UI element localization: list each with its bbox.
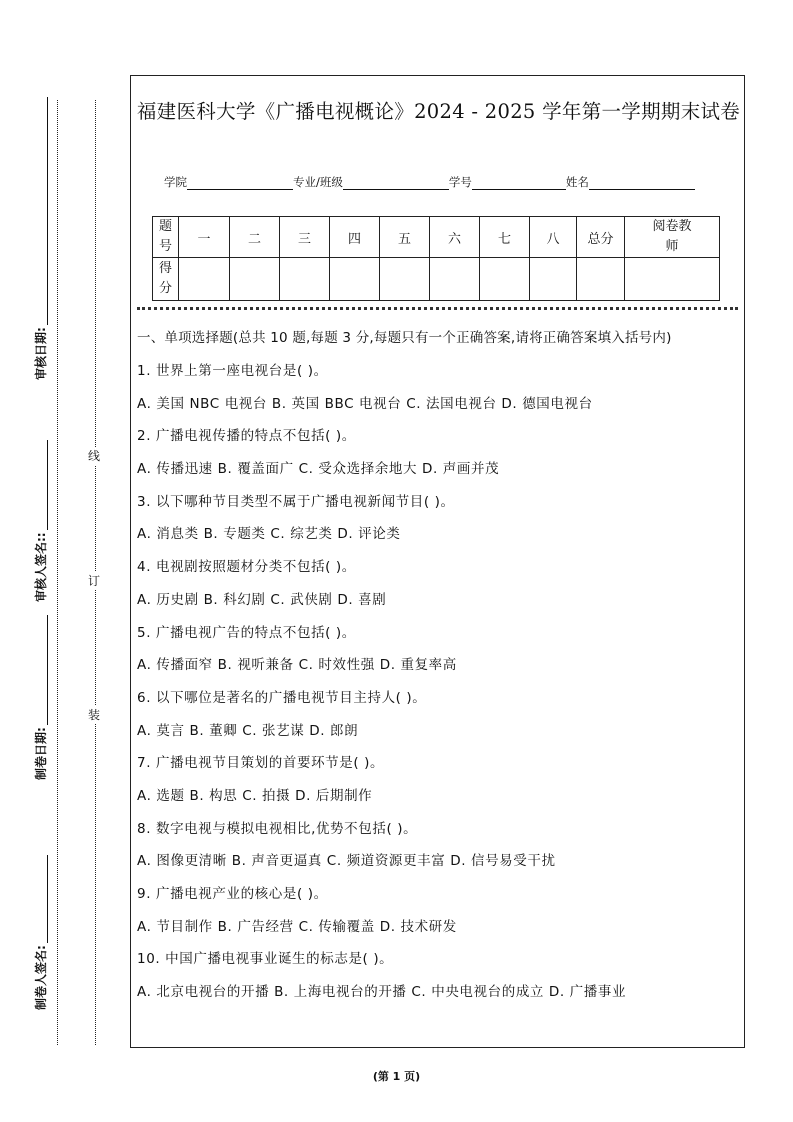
compile-date-label: 制卷日期: bbox=[32, 615, 49, 780]
score-cell[interactable] bbox=[480, 258, 530, 301]
major-class-field[interactable] bbox=[343, 177, 449, 190]
question-3-options: A. 消息类 B. 专题类 C. 综艺类 D. 评论类 bbox=[137, 526, 401, 543]
header-cell: 一 bbox=[179, 217, 230, 258]
header-cell-question-no: 题号 bbox=[153, 217, 179, 258]
reviewer-signature-label: 审核人签名:: bbox=[32, 440, 49, 602]
score-cell[interactable] bbox=[230, 258, 280, 301]
question-9-options: A. 节目制作 B. 广告经营 C. 传输覆盖 D. 技术研发 bbox=[137, 918, 457, 935]
question-4: 4. 电视剧按照题材分类不包括( )。 bbox=[137, 559, 356, 576]
question-1-options: A. 美国 NBC 电视台 B. 英国 BBC 电视台 C. 法国电视台 D. 德国电视台 bbox=[137, 395, 593, 412]
score-table-score-row bbox=[153, 258, 720, 301]
student-id-label: 学号 bbox=[448, 175, 472, 189]
binding-char-staple: 装 bbox=[88, 708, 101, 722]
page-number: (第 1 页) bbox=[372, 1070, 421, 1083]
header-cell: 五 bbox=[380, 217, 430, 258]
header-cell: 八 bbox=[530, 217, 577, 258]
header-cell: 三 bbox=[280, 217, 330, 258]
student-id-field[interactable] bbox=[472, 177, 566, 190]
name-field[interactable] bbox=[589, 177, 695, 190]
major-class-label: 专业/班级 bbox=[293, 175, 343, 189]
question-10-options: A. 北京电视台的开播 B. 上海电视台的开播 C. 中央电视台的成立 D. 广播事业 bbox=[137, 984, 627, 1001]
dotted-separator bbox=[137, 307, 738, 310]
score-table bbox=[152, 216, 720, 301]
review-date-label: 审核日期: bbox=[32, 97, 49, 380]
header-cell: 四 bbox=[330, 217, 380, 258]
student-info-row bbox=[164, 174, 695, 190]
score-cell[interactable] bbox=[530, 258, 577, 301]
score-cell-grader[interactable] bbox=[625, 258, 720, 301]
header-cell: 六 bbox=[430, 217, 480, 258]
question-6-options: A. 莫言 B. 董卿 C. 张艺谋 D. 郎朗 bbox=[137, 722, 359, 739]
exam-title: 福建医科大学《广播电视概论》2024 - 2025 学年第一学期期末试卷 bbox=[136, 100, 741, 123]
header-cell: 七 bbox=[480, 217, 530, 258]
score-cell[interactable] bbox=[430, 258, 480, 301]
header-cell-grader: 阅卷教师 bbox=[625, 217, 720, 258]
header-cell-total: 总分 bbox=[577, 217, 625, 258]
binding-char-bind: 订 bbox=[88, 574, 101, 588]
question-3: 3. 以下哪种节目类型不属于广播电视新闻节目( )。 bbox=[137, 493, 455, 510]
binding-line-left bbox=[57, 100, 58, 1045]
college-label: 学院 bbox=[164, 175, 187, 189]
college-field[interactable] bbox=[187, 177, 293, 190]
question-2-options: A. 传播迅速 B. 覆盖面广 C. 受众选择余地大 D. 声画并茂 bbox=[137, 461, 500, 478]
question-5: 5. 广播电视广告的特点不包括( )。 bbox=[137, 624, 356, 641]
score-cell[interactable] bbox=[330, 258, 380, 301]
question-1: 1. 世界上第一座电视台是( )。 bbox=[137, 363, 328, 379]
question-6: 6. 以下哪位是著名的广播电视节目主持人( )。 bbox=[137, 689, 427, 706]
binding-char-line: 线 bbox=[88, 449, 101, 463]
section-heading: 一、单项选择题(总共 10 题,每题 3 分,每题只有一个正确答案,请将正确答案填入括号内) bbox=[137, 330, 672, 346]
header-cell: 二 bbox=[230, 217, 280, 258]
exam-frame bbox=[130, 75, 745, 1048]
score-cell-total[interactable] bbox=[577, 258, 625, 301]
question-7: 7. 广播电视节目策划的首要环节是( )。 bbox=[137, 755, 385, 772]
score-cell[interactable] bbox=[179, 258, 230, 301]
question-9: 9. 广播电视产业的核心是( )。 bbox=[137, 886, 328, 902]
score-table-header-row bbox=[153, 217, 720, 258]
score-cell[interactable] bbox=[280, 258, 330, 301]
question-5-options: A. 传播面窄 B. 视听兼备 C. 时效性强 D. 重复率高 bbox=[137, 657, 457, 674]
question-8-options: A. 图像更清晰 B. 声音更逼真 C. 频道资源更丰富 D. 信号易受干扰 bbox=[137, 853, 556, 870]
question-7-options: A. 选题 B. 构思 C. 拍摄 D. 后期制作 bbox=[137, 787, 373, 804]
question-list bbox=[137, 328, 741, 1009]
question-10: 10. 中国广播电视事业诞生的标志是( )。 bbox=[137, 951, 394, 968]
question-8: 8. 数字电视与模拟电视相比,优势不包括( )。 bbox=[137, 820, 418, 837]
question-4-options: A. 历史剧 B. 科幻剧 C. 武侠剧 D. 喜剧 bbox=[137, 591, 387, 608]
name-label: 姓名 bbox=[565, 175, 589, 189]
compiler-signature-label: 制卷人签名: bbox=[32, 855, 49, 1010]
score-row-label: 得分 bbox=[153, 258, 179, 301]
question-2: 2. 广播电视传播的特点不包括( )。 bbox=[137, 428, 356, 445]
score-cell[interactable] bbox=[380, 258, 430, 301]
